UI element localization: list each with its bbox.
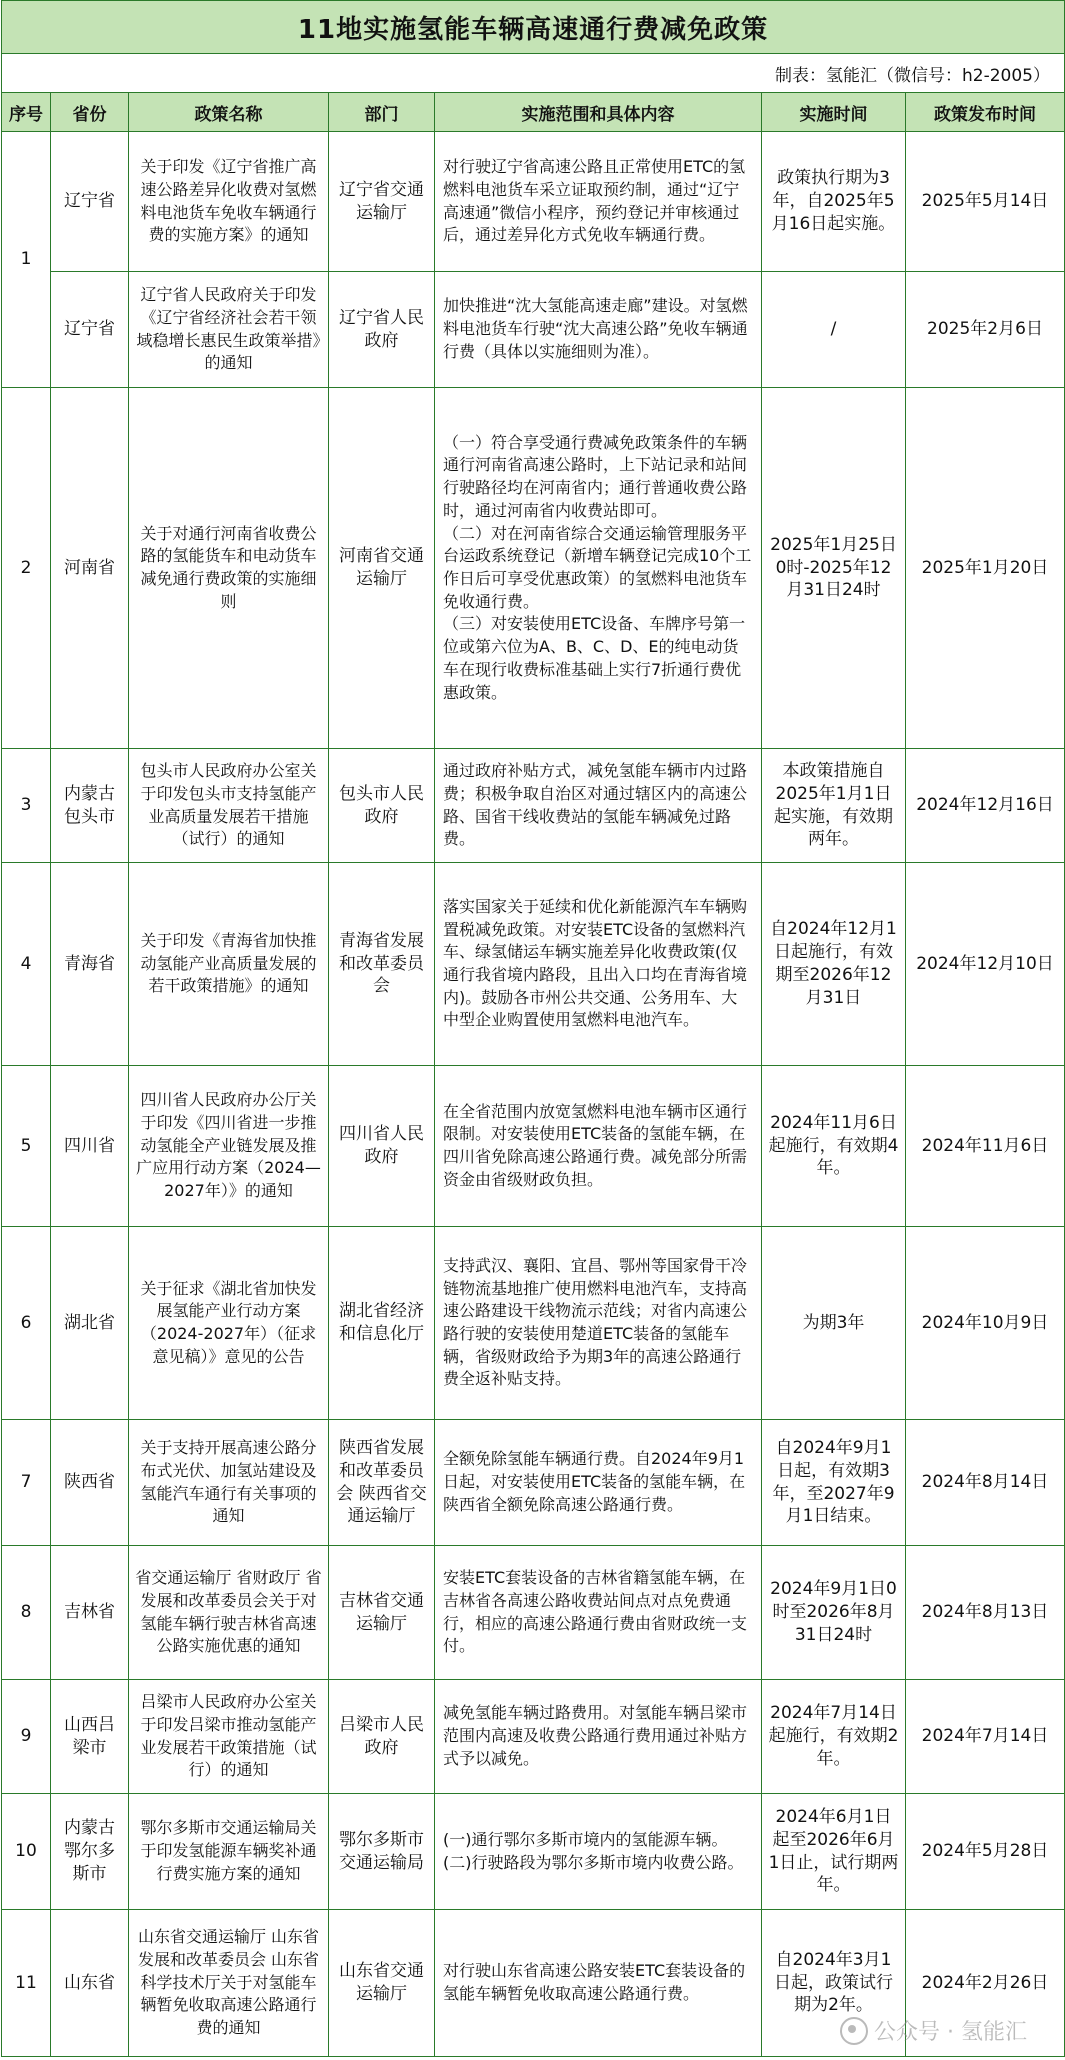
table-row <box>2 1546 1065 1680</box>
policy-name-cell: 省交通运输厅 省财政厅 省发展和改革委员会关于对氢能车辆行驶吉林省高速公路实施优惠的通知 <box>129 1546 329 1680</box>
impl-time-cell: 自2024年3月1日起，政策试行期为2年。 <box>762 1910 906 2057</box>
impl-time-cell: 2024年11月6日起施行，有效期4年。 <box>762 1066 906 1227</box>
content-paragraph: （二）对在河南省综合交通运输管理服务平台运政系统登记（新增车辆登记完成10个工作日后可享受优惠政策）的氢燃料电池货车免收通行费。 <box>443 523 752 611</box>
province-cell: 山西吕梁市 <box>51 1680 129 1794</box>
policy-name-cell: 关于征求《湖北省加快发展氢能产业行动方案（2024-2027年）（征求意见稿）》意见的公告 <box>129 1227 329 1420</box>
watermark <box>840 2015 1027 2046</box>
content-paragraph: (二)行驶路段为鄂尔多斯市境内收费公路。 <box>443 1852 744 1872</box>
policy-name-cell: 吕梁市人民政府办公室关于印发吕梁市推动氢能产业发展若干政策措施（试行）的通知 <box>129 1680 329 1794</box>
impl-time-cell: 自2024年9月1日起，有效期3年，至2027年9月1日结束。 <box>762 1420 906 1546</box>
content-paragraph: 全额免除氢能车辆通行费。自2024年9月1日起，对安装使用ETC装备的氢能车辆，在陕西省全额免除高速公路通行费。 <box>443 1449 746 1514</box>
content-paragraph: (一)通行鄂尔多斯市境内的氢能源车辆。 <box>443 1829 728 1849</box>
publish-date-cell: 2024年10月9日 <box>906 1227 1065 1420</box>
impl-time-cell: 2024年6月1日起至2026年6月1日止，试行期两年。 <box>762 1794 906 1910</box>
row-number: 5 <box>2 1066 51 1227</box>
content-cell <box>435 1794 762 1910</box>
row-number: 8 <box>2 1546 51 1680</box>
content-paragraph: 对行驶山东省高速公路安装ETC套装设备的氢能车辆暂免收取高速公路通行费。 <box>443 1961 746 2003</box>
publish-date-cell: 2024年2月26日 <box>906 1910 1065 2057</box>
province-cell: 四川省 <box>51 1066 129 1227</box>
watermark-text: 公众号 · 氢能汇 <box>874 2020 1027 2045</box>
department-cell: 湖北省经济和信息化厅 <box>329 1227 435 1420</box>
content-paragraph: （三）对安装使用ETC设备、车牌序号第一位或第六位为A、B、C、D、E的纯电动货车在现行收费标准基础上实行7折通行费优惠政策。 <box>443 614 746 702</box>
table-row <box>2 388 1065 749</box>
table-row <box>2 1794 1065 1910</box>
province-cell: 青海省 <box>51 863 129 1066</box>
policy-name-cell: 关于对通行河南省收费公路的氢能货车和电动货车减免通行费政策的实施细则 <box>129 388 329 749</box>
row-number: 4 <box>2 863 51 1066</box>
province-cell: 山东省 <box>51 1910 129 2057</box>
table-row <box>2 1680 1065 1794</box>
department-cell: 鄂尔多斯市交通运输局 <box>329 1794 435 1910</box>
department-cell: 辽宁省人民政府 <box>329 272 435 388</box>
header-content: 实施范围和具体内容 <box>435 93 762 132</box>
department-cell: 吕梁市人民政府 <box>329 1680 435 1794</box>
department-cell: 山东省交通运输厅 <box>329 1910 435 2057</box>
content-paragraph: 安装ETC套装设备的吉林省籍氢能车辆，在吉林省各高速公路收费站间点对点免费通行，相应的高速公路通行费由省财政统一支付。 <box>443 1568 748 1656</box>
header-department: 部门 <box>329 93 435 132</box>
province-cell: 湖北省 <box>51 1227 129 1420</box>
publish-date-cell: 2025年5月14日 <box>906 132 1065 272</box>
table-row <box>2 272 1065 388</box>
policy-name-cell: 四川省人民政府办公厅关于印发《四川省进一步推动氢能全产业链发展及推广应用行动方案（2024—2027年）》的通知 <box>129 1066 329 1227</box>
province-cell: 吉林省 <box>51 1546 129 1680</box>
department-cell: 陕西省发展和改革委员会 陕西省交通运输厅 <box>329 1420 435 1546</box>
publish-date-cell: 2024年8月14日 <box>906 1420 1065 1546</box>
impl-time-cell: 本政策措施自2025年1月1日起实施，有效期两年。 <box>762 749 906 863</box>
impl-time-cell: 为期3年 <box>762 1227 906 1420</box>
impl-time-cell: 2025年1月25日0时-2025年12月31日24时 <box>762 388 906 749</box>
row-number: 7 <box>2 1420 51 1546</box>
policy-name-cell: 关于印发《辽宁省推广高速公路差异化收费对氢燃料电池货车免收车辆通行费的实施方案》的通知 <box>129 132 329 272</box>
province-cell: 辽宁省 <box>51 132 129 272</box>
row-number: 10 <box>2 1794 51 1910</box>
policy-name-cell: 包头市人民政府办公室关于印发包头市支持氢能产业高质量发展若干措施（试行）的通知 <box>129 749 329 863</box>
content-cell <box>435 132 762 272</box>
content-cell <box>435 1546 762 1680</box>
content-paragraph: 通过政府补贴方式，减免氢能车辆市内过路费；积极争取自治区对通过辖区内的高速公路、国省干线收费站的氢能车辆减免过路费。 <box>443 761 748 849</box>
header-province: 省份 <box>51 93 129 132</box>
table-maker-credit: 制表：氢能汇（微信号：h2-2005） <box>2 54 1065 93</box>
content-cell <box>435 1680 762 1794</box>
province-cell: 河南省 <box>51 388 129 749</box>
maker-row <box>2 54 1065 93</box>
publish-date-cell: 2024年12月10日 <box>906 863 1065 1066</box>
content-paragraph: 在全省范围内放宽氢燃料电池车辆市区通行限制。对安装使用ETC装备的氢能车辆，在四川省免除高速公路通行费。减免部分所需资金由省级财政负担。 <box>443 1101 748 1189</box>
content-cell <box>435 1066 762 1227</box>
impl-time-cell: 自2024年12月1日起施行，有效期至2026年12月31日 <box>762 863 906 1066</box>
department-cell: 四川省人民政府 <box>329 1066 435 1227</box>
province-cell: 陕西省 <box>51 1420 129 1546</box>
publish-date-cell: 2025年2月6日 <box>906 272 1065 388</box>
policy-name-cell: 关于支持开展高速公路分布式光伏、加氢站建设及氢能汽车通行有关事项的通知 <box>129 1420 329 1546</box>
province-cell: 辽宁省 <box>51 272 129 388</box>
row-number: 2 <box>2 388 51 749</box>
content-cell <box>435 388 762 749</box>
province-cell: 内蒙古鄂尔多斯市 <box>51 1794 129 1910</box>
table-row <box>2 863 1065 1066</box>
publish-date-cell: 2024年11月6日 <box>906 1066 1065 1227</box>
content-paragraph: 加快推进“沈大氢能高速走廊”建设。对氢燃料电池货车行驶“沈大高速公路”免收车辆通行费（具体以实施细则为准）。 <box>443 296 748 361</box>
impl-time-cell: 2024年7月14日起施行，有效期2年。 <box>762 1680 906 1794</box>
header-policy-name: 政策名称 <box>129 93 329 132</box>
header-impl-time: 实施时间 <box>762 93 906 132</box>
publish-date-cell: 2025年1月20日 <box>906 388 1065 749</box>
department-cell: 包头市人民政府 <box>329 749 435 863</box>
row-number: 9 <box>2 1680 51 1794</box>
publish-date-cell: 2024年8月13日 <box>906 1546 1065 1680</box>
table-row <box>2 132 1065 272</box>
header-row <box>2 93 1065 132</box>
row-number: 1 <box>2 132 51 388</box>
table-row <box>2 749 1065 863</box>
policy-name-cell: 山东省交通运输厅 山东省发展和改革委员会 山东省科学技术厅关于对氢能车辆暂免收取高速公路通行费的通知 <box>129 1910 329 2057</box>
header-no: 序号 <box>2 93 51 132</box>
row-number: 11 <box>2 1910 51 2057</box>
impl-time-cell: 政策执行期为3年，自2025年5月16日起实施。 <box>762 132 906 272</box>
publish-date-cell: 2024年5月28日 <box>906 1794 1065 1910</box>
content-cell <box>435 863 762 1066</box>
policy-table <box>1 0 1065 2057</box>
content-cell <box>435 1910 762 2057</box>
impl-time-cell: / <box>762 272 906 388</box>
row-number: 3 <box>2 749 51 863</box>
title-row <box>2 1 1065 54</box>
row-number: 6 <box>2 1227 51 1420</box>
table-row <box>2 1420 1065 1546</box>
department-cell: 青海省发展和改革委员会 <box>329 863 435 1066</box>
department-cell: 河南省交通运输厅 <box>329 388 435 749</box>
content-cell <box>435 1227 762 1420</box>
policy-name-cell: 关于印发《青海省加快推动氢能产业高质量发展的若干政策措施》的通知 <box>129 863 329 1066</box>
content-cell <box>435 1420 762 1546</box>
header-publish-date: 政策发布时间 <box>906 93 1065 132</box>
content-paragraph: （一）符合享受通行费减免政策条件的车辆通行河南省高速公路时，上下站记录和站间行驶路径均在河南省内；通行普通收费公路时，通过河南省内收费站即可。 <box>443 432 748 520</box>
impl-time-cell: 2024年9月1日0时至2026年8月31日24时 <box>762 1546 906 1680</box>
province-cell: 内蒙古包头市 <box>51 749 129 863</box>
department-cell: 吉林省交通运输厅 <box>329 1546 435 1680</box>
content-paragraph: 落实国家关于延续和优化新能源汽车车辆购置税减免政策。对安装ETC设备的氢燃料汽车、绿氢储运车辆实施差异化收费政策(仅通行我省境内路段，且出入口均在青海省境内)。鼓励各市州公共交通、公务用车、大中型企业购置使用氢燃料电池汽车。 <box>443 896 748 1030</box>
department-cell: 辽宁省交通运输厅 <box>329 132 435 272</box>
publish-date-cell: 2024年12月16日 <box>906 749 1065 863</box>
content-cell <box>435 749 762 863</box>
content-paragraph: 支持武汉、襄阳、宜昌、鄂州等国家骨干冷链物流基地推广使用燃料电池汽车，支持高速公路建设干线物流示范线；对省内高速公路行驶的安装使用楚道ETC装备的氢能车辆，省级财政给予为期3年的高速公路通行费全返补贴支持。 <box>443 1255 748 1389</box>
wechat-icon <box>840 2017 868 2045</box>
policy-name-cell: 鄂尔多斯市交通运输局关于印发氢能源车辆奖补通行费实施方案的通知 <box>129 1794 329 1910</box>
content-paragraph: 减免氢能车辆过路费用。对氢能车辆吕梁市范围内高速及收费公路通行费用通过补贴方式予以减免。 <box>443 1703 748 1768</box>
table-row <box>2 1066 1065 1227</box>
table-title: 11地实施氢能车辆高速通行费减免政策 <box>2 1 1065 54</box>
policy-name-cell: 辽宁省人民政府关于印发《辽宁省经济社会若干领域稳增长惠民生政策举措》的通知 <box>129 272 329 388</box>
content-cell <box>435 272 762 388</box>
table-row <box>2 1227 1065 1420</box>
content-paragraph: 对行驶辽宁省高速公路且正常使用ETC的氢燃料电池货车采立证取预约制，通过“辽宁高速通”微信小程序，预约登记并审核通过后，通过差异化方式免收车辆通行费。 <box>443 157 746 245</box>
publish-date-cell: 2024年7月14日 <box>906 1680 1065 1794</box>
